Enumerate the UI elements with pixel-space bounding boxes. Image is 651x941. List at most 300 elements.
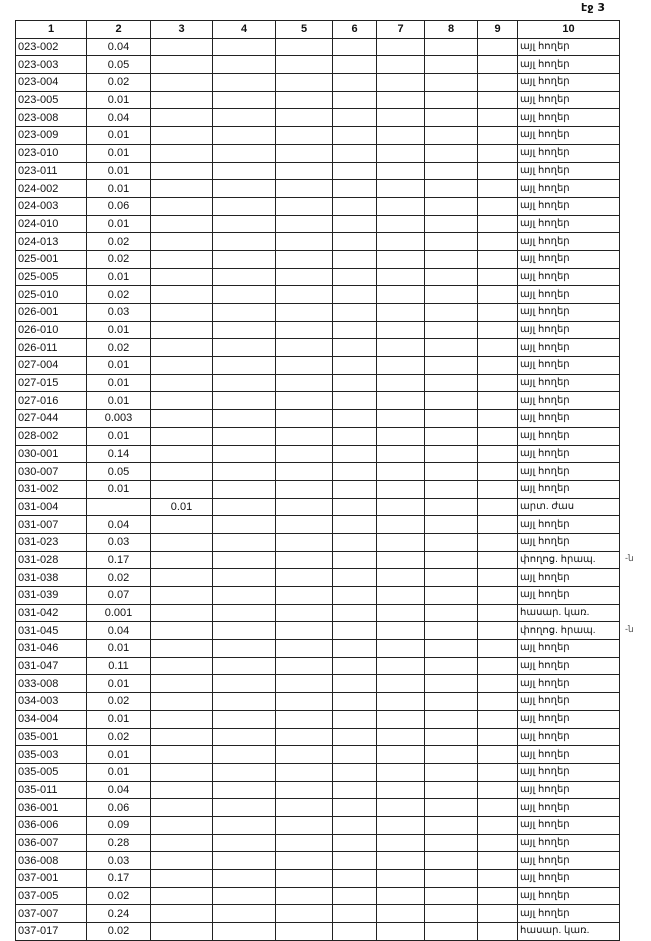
- column-3-cell: [151, 852, 213, 870]
- table-row: [16, 304, 620, 322]
- land-category-cell: հասար. կառ.: [518, 923, 620, 941]
- plot-code-cell: 027-015: [16, 374, 87, 392]
- column-9-cell: [478, 38, 518, 56]
- column-6-cell: [333, 763, 377, 781]
- area-cell: 0.05: [87, 463, 151, 481]
- column-9-cell: [478, 162, 518, 180]
- column-4-cell: [213, 445, 276, 463]
- column-4-cell: [213, 339, 276, 357]
- land-category-cell: փողոց. հրապ.: [518, 622, 620, 640]
- land-category-cell: այլ հողեր: [518, 144, 620, 162]
- area-cell: 0.01: [87, 162, 151, 180]
- column-4-cell: [213, 763, 276, 781]
- column-5-cell: [276, 74, 333, 92]
- column-5-cell: [276, 675, 333, 693]
- column-7-cell: [377, 197, 425, 215]
- area-cell: 0.01: [87, 127, 151, 145]
- column-8-cell: [425, 480, 478, 498]
- column-3-cell: [151, 321, 213, 339]
- table-row: [16, 109, 620, 127]
- column-6-cell: [333, 374, 377, 392]
- column-7-cell: [377, 498, 425, 516]
- plot-code-cell: 033-008: [16, 675, 87, 693]
- table-row: [16, 675, 620, 693]
- plot-code-cell: 025-005: [16, 268, 87, 286]
- column-8-cell: [425, 357, 478, 375]
- land-category-cell: այլ հողեր: [518, 569, 620, 587]
- column-3-cell: [151, 410, 213, 428]
- land-category-cell: այլ հողեր: [518, 905, 620, 923]
- plot-code-cell: 027-016: [16, 392, 87, 410]
- land-category-cell: այլ հողեր: [518, 250, 620, 268]
- column-6-cell: [333, 516, 377, 534]
- column-7-cell: [377, 640, 425, 658]
- column-3-cell: [151, 693, 213, 711]
- column-6-cell: [333, 533, 377, 551]
- column-7-cell: [377, 233, 425, 251]
- column-7-cell: [377, 693, 425, 711]
- area-cell: 0.02: [87, 286, 151, 304]
- plot-code-cell: 023-005: [16, 91, 87, 109]
- column-4-cell: [213, 410, 276, 428]
- column-6-cell: [333, 427, 377, 445]
- table-row: [16, 622, 620, 640]
- land-category-cell: այլ հողեր: [518, 746, 620, 764]
- column-7-cell: [377, 533, 425, 551]
- column-4-cell: [213, 250, 276, 268]
- plot-code-cell: 036-008: [16, 852, 87, 870]
- column-9-cell: [478, 286, 518, 304]
- plot-code-cell: 024-002: [16, 180, 87, 198]
- column-9-cell: [478, 852, 518, 870]
- column-9-cell: [478, 233, 518, 251]
- plot-code-cell: 023-011: [16, 162, 87, 180]
- column-9-cell: [478, 498, 518, 516]
- column-8-cell: [425, 392, 478, 410]
- column-6-cell: [333, 250, 377, 268]
- land-category-cell: փողոց. հրապ.: [518, 551, 620, 569]
- column-8-cell: [425, 816, 478, 834]
- plot-code-cell: 025-001: [16, 250, 87, 268]
- area-cell: 0.05: [87, 56, 151, 74]
- column-7-cell: [377, 781, 425, 799]
- column-8-cell: [425, 533, 478, 551]
- column-4-cell: [213, 923, 276, 941]
- column-8-cell: [425, 516, 478, 534]
- column-3-cell: [151, 144, 213, 162]
- column-4-cell: [213, 816, 276, 834]
- column-6-cell: [333, 197, 377, 215]
- column-7-cell: [377, 109, 425, 127]
- column-4-cell: [213, 321, 276, 339]
- table-row: [16, 392, 620, 410]
- column-8-cell: [425, 569, 478, 587]
- column-9-cell: [478, 640, 518, 658]
- column-4-cell: [213, 710, 276, 728]
- column-5-cell: [276, 91, 333, 109]
- area-cell: 0.01: [87, 640, 151, 658]
- column-9-cell: [478, 197, 518, 215]
- table-row: [16, 127, 620, 145]
- area-cell: 0.01: [87, 180, 151, 198]
- table-body: [16, 38, 620, 940]
- column-5-cell: [276, 923, 333, 941]
- land-category-cell: այլ հողեր: [518, 799, 620, 817]
- column-7-cell: [377, 852, 425, 870]
- column-5-cell: [276, 463, 333, 481]
- land-category-cell: արտ. ժաս: [518, 498, 620, 516]
- table-row: [16, 604, 620, 622]
- land-category-cell: այլ հողեր: [518, 410, 620, 428]
- column-9-cell: [478, 250, 518, 268]
- column-8-cell: [425, 38, 478, 56]
- area-cell: 0.03: [87, 533, 151, 551]
- column-5-cell: [276, 357, 333, 375]
- column-9-cell: [478, 728, 518, 746]
- table-row: [16, 250, 620, 268]
- column-8-cell: [425, 339, 478, 357]
- plot-code-cell: 023-004: [16, 74, 87, 92]
- land-category-cell: այլ հողեր: [518, 109, 620, 127]
- table-row: [16, 852, 620, 870]
- column-7-cell: [377, 268, 425, 286]
- column-9-cell: [478, 304, 518, 322]
- column-8-cell: [425, 834, 478, 852]
- column-5-cell: [276, 215, 333, 233]
- column-6-cell: [333, 144, 377, 162]
- table-row: [16, 657, 620, 675]
- column-9-cell: [478, 144, 518, 162]
- column-3-cell: [151, 710, 213, 728]
- column-5-cell: [276, 268, 333, 286]
- column-9-cell: [478, 109, 518, 127]
- column-7-cell: [377, 180, 425, 198]
- column-5-cell: [276, 498, 333, 516]
- table-row: [16, 74, 620, 92]
- land-category-cell: այլ հողեր: [518, 533, 620, 551]
- column-6-cell: [333, 905, 377, 923]
- column-8-cell: [425, 551, 478, 569]
- column-3-cell: [151, 834, 213, 852]
- column-6-cell: [333, 746, 377, 764]
- column-7-cell: [377, 622, 425, 640]
- column-4-cell: [213, 657, 276, 675]
- column-7-cell: [377, 746, 425, 764]
- column-6-cell: [333, 781, 377, 799]
- column-5-cell: [276, 180, 333, 198]
- column-8-cell: [425, 427, 478, 445]
- column-6-cell: [333, 268, 377, 286]
- column-8-cell: [425, 923, 478, 941]
- column-4-cell: [213, 569, 276, 587]
- column-6-cell: [333, 463, 377, 481]
- column-8-cell: [425, 445, 478, 463]
- land-category-cell: այլ հողեր: [518, 215, 620, 233]
- land-category-cell: այլ հողեր: [518, 870, 620, 888]
- column-3-cell: [151, 887, 213, 905]
- column-6-cell: [333, 728, 377, 746]
- column-4-cell: [213, 74, 276, 92]
- column-9-cell: [478, 374, 518, 392]
- plot-code-cell: 030-007: [16, 463, 87, 481]
- column-6-cell: [333, 622, 377, 640]
- column-4-cell: [213, 38, 276, 56]
- column-3-cell: [151, 286, 213, 304]
- area-cell: 0.04: [87, 38, 151, 56]
- land-category-cell: այլ հողեր: [518, 180, 620, 198]
- column-9-cell: [478, 905, 518, 923]
- land-category-cell: այլ հողեր: [518, 374, 620, 392]
- land-category-cell: այլ հողեր: [518, 852, 620, 870]
- column-3-cell: [151, 268, 213, 286]
- table-row: [16, 870, 620, 888]
- column-9-cell: [478, 870, 518, 888]
- table-row: [16, 834, 620, 852]
- column-5-cell: [276, 162, 333, 180]
- column-6-cell: [333, 410, 377, 428]
- column-9-cell: [478, 410, 518, 428]
- table-row: [16, 923, 620, 941]
- column-8-cell: [425, 710, 478, 728]
- column-header-9: 9: [478, 21, 518, 39]
- column-7-cell: [377, 250, 425, 268]
- column-5-cell: [276, 286, 333, 304]
- column-8-cell: [425, 746, 478, 764]
- plot-code-cell: 035-003: [16, 746, 87, 764]
- land-category-cell: այլ հողեր: [518, 38, 620, 56]
- column-3-cell: [151, 162, 213, 180]
- column-8-cell: [425, 286, 478, 304]
- table-row: [16, 339, 620, 357]
- column-5-cell: [276, 197, 333, 215]
- column-6-cell: [333, 91, 377, 109]
- column-7-cell: [377, 763, 425, 781]
- column-6-cell: [333, 604, 377, 622]
- column-4-cell: [213, 834, 276, 852]
- column-6-cell: [333, 887, 377, 905]
- area-cell: 0.01: [87, 374, 151, 392]
- plot-code-cell: 037-001: [16, 870, 87, 888]
- column-7-cell: [377, 321, 425, 339]
- column-5-cell: [276, 127, 333, 145]
- column-6-cell: [333, 304, 377, 322]
- column-4-cell: [213, 109, 276, 127]
- column-9-cell: [478, 710, 518, 728]
- column-4-cell: [213, 587, 276, 605]
- column-8-cell: [425, 799, 478, 817]
- column-7-cell: [377, 587, 425, 605]
- column-8-cell: [425, 91, 478, 109]
- column-7-cell: [377, 304, 425, 322]
- column-9-cell: [478, 834, 518, 852]
- column-8-cell: [425, 268, 478, 286]
- table-row: [16, 463, 620, 481]
- column-6-cell: [333, 445, 377, 463]
- table-row: [16, 799, 620, 817]
- column-6-cell: [333, 127, 377, 145]
- column-4-cell: [213, 693, 276, 711]
- column-3-cell: [151, 445, 213, 463]
- column-5-cell: [276, 622, 333, 640]
- land-category-cell: այլ հողեր: [518, 91, 620, 109]
- table-row: [16, 516, 620, 534]
- column-3-cell: [151, 180, 213, 198]
- column-4-cell: [213, 604, 276, 622]
- column-8-cell: [425, 728, 478, 746]
- plot-code-cell: 023-002: [16, 38, 87, 56]
- column-7-cell: [377, 357, 425, 375]
- column-4-cell: [213, 463, 276, 481]
- column-7-cell: [377, 887, 425, 905]
- land-category-cell: այլ հողեր: [518, 657, 620, 675]
- column-4-cell: [213, 728, 276, 746]
- table-row: [16, 215, 620, 233]
- column-5-cell: [276, 781, 333, 799]
- plot-code-cell: 031-047: [16, 657, 87, 675]
- column-9-cell: [478, 180, 518, 198]
- column-4-cell: [213, 162, 276, 180]
- area-cell: 0.04: [87, 516, 151, 534]
- column-3-cell: [151, 250, 213, 268]
- plot-code-cell: 031-042: [16, 604, 87, 622]
- table-row: [16, 498, 620, 516]
- column-4-cell: [213, 374, 276, 392]
- column-9-cell: [478, 392, 518, 410]
- table-row: [16, 533, 620, 551]
- column-6-cell: [333, 923, 377, 941]
- column-3-cell: [151, 604, 213, 622]
- column-4-cell: [213, 799, 276, 817]
- table-row: [16, 427, 620, 445]
- plot-code-cell: 031-028: [16, 551, 87, 569]
- area-cell: 0.003: [87, 410, 151, 428]
- column-5-cell: [276, 604, 333, 622]
- land-category-cell: այլ հողեր: [518, 357, 620, 375]
- column-9-cell: [478, 533, 518, 551]
- column-5-cell: [276, 551, 333, 569]
- table-row: [16, 693, 620, 711]
- area-cell: 0.02: [87, 887, 151, 905]
- column-5-cell: [276, 321, 333, 339]
- area-cell: 0.02: [87, 233, 151, 251]
- land-category-cell: այլ հողեր: [518, 710, 620, 728]
- land-category-cell: այլ հողեր: [518, 480, 620, 498]
- column-6-cell: [333, 215, 377, 233]
- land-category-cell: այլ հողեր: [518, 127, 620, 145]
- column-9-cell: [478, 127, 518, 145]
- column-7-cell: [377, 127, 425, 145]
- table-row: [16, 905, 620, 923]
- column-5-cell: [276, 304, 333, 322]
- column-8-cell: [425, 852, 478, 870]
- column-4-cell: [213, 622, 276, 640]
- land-category-cell: այլ հողեր: [518, 445, 620, 463]
- area-cell: 0.06: [87, 799, 151, 817]
- column-7-cell: [377, 728, 425, 746]
- plot-code-cell: 036-001: [16, 799, 87, 817]
- column-header-4: 4: [213, 21, 276, 39]
- area-cell: 0.01: [87, 392, 151, 410]
- area-cell: 0.03: [87, 304, 151, 322]
- plot-code-cell: 037-005: [16, 887, 87, 905]
- land-category-cell: այլ հողեր: [518, 834, 620, 852]
- table-header-row: [16, 21, 620, 39]
- column-3-cell: [151, 923, 213, 941]
- land-category-cell: այլ հողեր: [518, 339, 620, 357]
- column-7-cell: [377, 569, 425, 587]
- table-row: [16, 162, 620, 180]
- column-8-cell: [425, 250, 478, 268]
- column-4-cell: [213, 746, 276, 764]
- table-row: [16, 410, 620, 428]
- column-5-cell: [276, 587, 333, 605]
- column-7-cell: [377, 870, 425, 888]
- column-3-cell: [151, 304, 213, 322]
- column-6-cell: [333, 56, 377, 74]
- land-category-cell: այլ հողեր: [518, 392, 620, 410]
- table-row: [16, 710, 620, 728]
- column-9-cell: [478, 604, 518, 622]
- table-row: [16, 480, 620, 498]
- column-3-cell: [151, 746, 213, 764]
- column-7-cell: [377, 445, 425, 463]
- column-4-cell: [213, 551, 276, 569]
- column-8-cell: [425, 144, 478, 162]
- column-3-cell: [151, 56, 213, 74]
- column-4-cell: [213, 91, 276, 109]
- column-7-cell: [377, 374, 425, 392]
- column-header-6: 6: [333, 21, 377, 39]
- column-7-cell: [377, 162, 425, 180]
- area-cell: 0.02: [87, 923, 151, 941]
- column-3-cell: [151, 551, 213, 569]
- column-9-cell: [478, 427, 518, 445]
- column-7-cell: [377, 551, 425, 569]
- column-9-cell: [478, 569, 518, 587]
- column-6-cell: [333, 498, 377, 516]
- column-5-cell: [276, 640, 333, 658]
- area-cell: 0.06: [87, 197, 151, 215]
- column-8-cell: [425, 887, 478, 905]
- column-3-cell: [151, 657, 213, 675]
- column-3-cell: [151, 587, 213, 605]
- column-9-cell: [478, 357, 518, 375]
- column-6-cell: [333, 675, 377, 693]
- column-4-cell: [213, 675, 276, 693]
- land-category-cell: այլ հողեր: [518, 587, 620, 605]
- plot-code-cell: 025-010: [16, 286, 87, 304]
- column-4-cell: [213, 427, 276, 445]
- plot-code-cell: 035-005: [16, 763, 87, 781]
- table-row: [16, 233, 620, 251]
- column-3-cell: [151, 480, 213, 498]
- column-4-cell: [213, 197, 276, 215]
- column-4-cell: [213, 480, 276, 498]
- column-5-cell: [276, 657, 333, 675]
- table-row: [16, 551, 620, 569]
- column-3-cell: [151, 533, 213, 551]
- table-row: [16, 887, 620, 905]
- column-4-cell: [213, 268, 276, 286]
- table-row: [16, 56, 620, 74]
- land-category-cell: այլ հողեր: [518, 675, 620, 693]
- column-6-cell: [333, 587, 377, 605]
- land-category-cell: այլ հողեր: [518, 516, 620, 534]
- land-category-cell: այլ հողեր: [518, 233, 620, 251]
- column-8-cell: [425, 410, 478, 428]
- plot-code-cell: 031-004: [16, 498, 87, 516]
- column-4-cell: [213, 144, 276, 162]
